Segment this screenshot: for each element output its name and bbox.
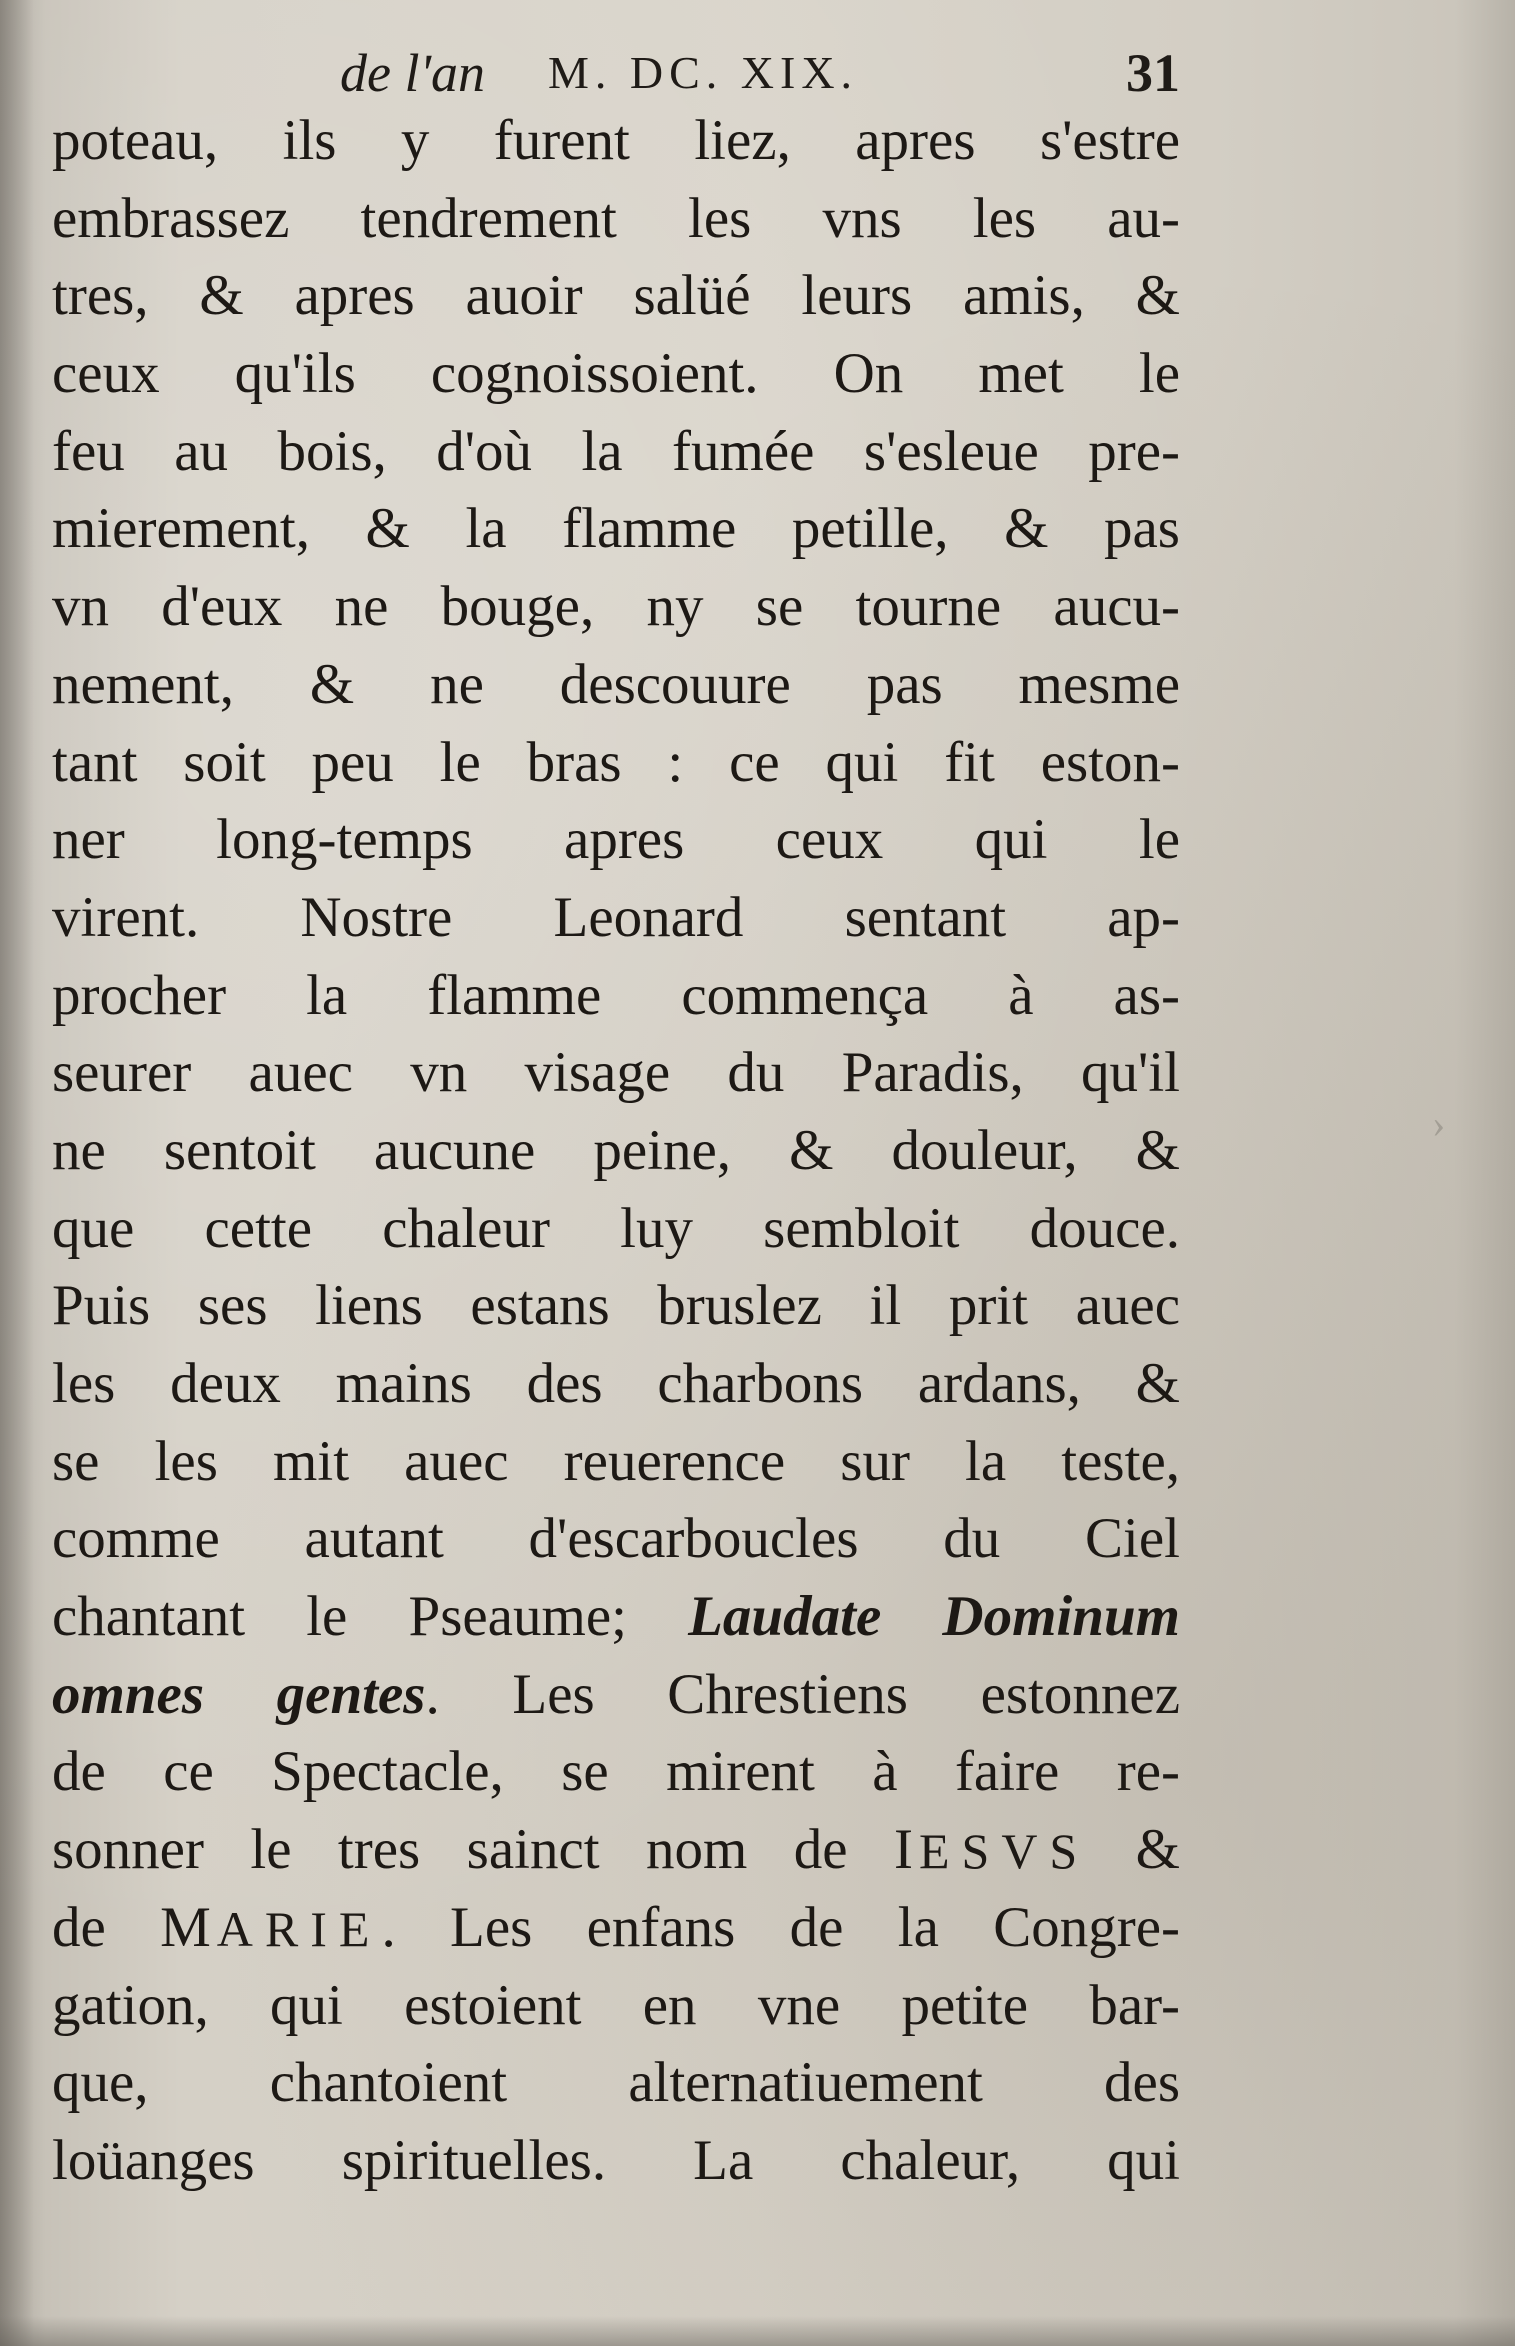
small-caps-initial: I [893,1818,919,1882]
text-line: virent. Nostre Leonard sentant ap- [52,885,1180,949]
text-line: vn d'eux ne bouge, ny se tourne aucu- [52,575,1180,639]
text-line: seurer auec vn visage du Paradis, qu'il [52,1041,1180,1105]
text-line: ceux qu'ils cognoissoient. On met le [52,342,1180,406]
text-line: que, chantoient alternatiuement des [52,2051,1180,2115]
text-run: sonner le tres sainct nom de [52,1818,894,1882]
text-line: feu au bois, d'où la fumée s'esleue pre- [52,419,1180,483]
running-head [340,38,1180,108]
text-line: tres, & apres auoir salüé leurs amis, & [52,264,1180,328]
text-line: procher la flamme commença à as- [52,963,1180,1027]
text-line [52,1578,1180,1656]
text-line: nement, & ne descouure pas mesme [52,652,1180,716]
small-caps-name: ESVS [918,1823,1090,1880]
small-caps-name: ARIE [216,1900,382,1957]
text-run: & [1089,1818,1180,1882]
running-head-title: de l'an [340,43,486,103]
paper-mark: › [1432,1101,1446,1146]
text-run: . Les Chrestiens estonnez [425,1662,1180,1726]
body-text [52,102,1180,2200]
text-line [52,1811,1180,1889]
page-number: 31 [1126,43,1180,103]
text-line: gation, qui estoient en vne petite bar- [52,1973,1180,2037]
text-line: ne sentoit aucune peine, & douleur, & [52,1118,1180,1182]
text-line: ner long-temps apres ceux qui le [52,808,1180,872]
text-line: de ce Spectacle, se mirent à faire re- [52,1740,1180,1804]
text-line: embrassez tendrement les vns les au- [52,186,1180,250]
text-line: tant soit peu le bras : ce qui fit eston- [52,730,1180,794]
latin-quote: Laudate Dominum [688,1585,1180,1649]
text-line: que cette chaleur luy sembloit douce. [52,1196,1180,1260]
latin-quote: omnes gentes [52,1662,426,1726]
text-line: se les mit auec reuerence sur la teste, [52,1429,1180,1493]
text-run: . Les enfans de la Congre- [381,1895,1180,1959]
running-head-year: M. DC. XIX. [548,47,859,98]
text-line: poteau, ils y furent liez, apres s'estre [52,109,1180,172]
text-line [52,1656,1180,1734]
text-line: loüanges spirituelles. La chaleur, qui [52,2128,1180,2192]
page-bottom-edge [0,2316,1515,2346]
text-run: de [52,1895,161,1959]
small-caps-initial: M [160,1895,217,1959]
text-line [52,1889,1180,1967]
text-run: chantant le Pseaume; [52,1585,689,1649]
text-line: Puis ses liens estans bruslez il prit auec [52,1274,1180,1338]
page-spine-shadow [0,0,34,2346]
text-line: comme autant d'escarboucles du Ciel [52,1507,1180,1571]
text-line: les deux mains des charbons ardans, & [52,1352,1180,1415]
text-line: mierement, & la flamme petille, & pas [52,497,1180,561]
